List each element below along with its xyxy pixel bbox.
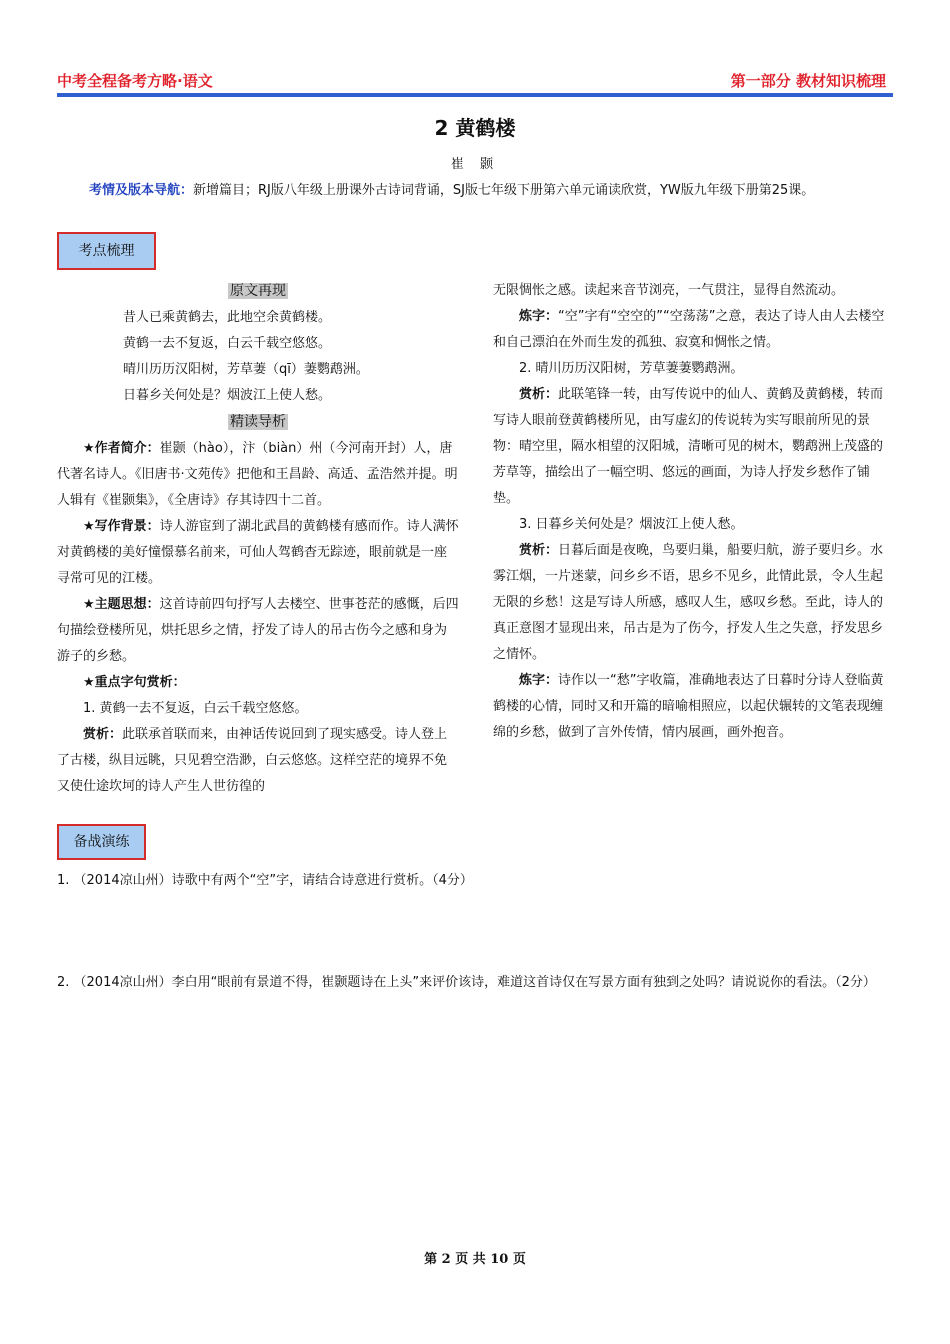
key-item-1: 1. 黄鹤一去不复返，白云千载空悠悠。 [83, 701, 308, 716]
appreciation-label: 赏析： [519, 387, 559, 402]
appreciation-text: 此联承首联而来，由神话传说回到了现实感受。诗人登上了古楼，纵目远眺，只见碧空浩渺，白云悠悠。这样空茫的境界不免又使仕途坎坷的诗人产生人世彷徨的 [57, 727, 448, 794]
page-title: 2 黄鹤楼 [434, 116, 516, 140]
appreciation-1-cont: 无限惆怅之感。读起来音节浏亮，一气贯注，显得自然流动。 [493, 283, 845, 298]
lianzi-label: 炼字： [519, 673, 559, 688]
appreciation-2 [493, 382, 893, 512]
appreciation-label: 赏析： [519, 543, 559, 558]
key-sentences-label: ★重点字句赏析： [83, 675, 186, 690]
writing-background [57, 514, 459, 592]
left-column [57, 278, 459, 800]
appreciation-1 [57, 722, 459, 800]
version-navigation [57, 178, 893, 204]
question-1: 1. （2014凉山州）诗歌中有两个“空”字，请结合诗意进行赏析。（4分） [57, 873, 473, 888]
poem-author: 崔 颢 [450, 157, 500, 172]
key-item-3: 3. 日暮乡关何处是？烟波江上使人愁。 [519, 517, 744, 532]
poem-line: 昔人已乘黄鹤去，此地空余黄鹤楼。 [123, 310, 332, 325]
author-intro-label: ★作者简介： [83, 441, 160, 456]
lianzi-2 [493, 668, 893, 746]
header-rule [57, 93, 893, 97]
guide-tag: 精读导析 [230, 414, 286, 430]
appreciation-label: 赏析： [83, 727, 123, 742]
lianzi-text: “空”字有“空空的”“空荡荡”之意，表达了诗人由人去楼空和自己漂泊在外而生发的孤独、寂寞和惆怅之情。 [493, 309, 885, 350]
lianzi-text: 诗作以一“愁”字收篇，准确地表达了日暮时分诗人登临黄鹤楼的心情，同时又和开篇的暗喻相照应，以起伏辗转的文笔表现缠绵的乡愁，做到了言外传情，情内展画，画外抱音。 [493, 673, 884, 740]
key-item-2: 2. 晴川历历汉阳树，芳草萋萋鹦鹉洲。 [519, 361, 744, 376]
appreciation-text: 此联笔锋一转，由写传说中的仙人、黄鹤及黄鹤楼，转而写诗人眼前登黄鹤楼所见，由写虚幻的传说转为实写眼前所见的景物：晴空里，隔水相望的汉阳城，清晰可见的树木，鹦鹉洲上茂盛的芳草等，描绘出了一幅空明、悠远的画面，为诗人抒发乡愁作了铺垫。 [493, 387, 884, 506]
poem-line: 黄鹤一去不复返，白云千载空悠悠。 [123, 336, 332, 351]
author-intro [57, 436, 459, 514]
nav-text: 新增篇目；RJ版八年级上册课外古诗词背诵，SJ版七年级下册第六单元诵读欣赏，YW版九年级下册第25课。 [193, 183, 815, 198]
header-section-title: 第一部分 教材知识梳理 [730, 72, 886, 90]
appreciation-3 [493, 538, 893, 668]
right-column [493, 278, 893, 746]
lianzi-label: 炼字： [519, 309, 559, 324]
lianzi-1 [493, 304, 893, 356]
question-2: 2. （2014凉山州）李白用“眼前有景道不得，崔颢题诗在上头”来评价该诗，难道这首诗仅在写景方面有独到之处吗？请说说你的看法。（2分） [57, 975, 876, 990]
poem-line: 晴川历历汉阳树，芳草萋（qī）萋鹦鹉洲。 [123, 362, 369, 377]
background-label: ★写作背景： [83, 519, 160, 534]
nav-label: 考情及版本导航： [89, 183, 194, 198]
section-beizhan-button: 备战演练 [57, 824, 146, 860]
theme-idea [57, 592, 459, 670]
background-text: 诗人游宦到了湖北武昌的黄鹤楼有感而作。诗人满怀对黄鹤楼的美好憧憬慕名前来，可仙人驾鹤杳无踪迹，眼前就是一座寻常可见的江楼。 [57, 519, 459, 586]
theme-label: ★主题思想： [83, 597, 160, 612]
header-book-title: 中考全程备考方略·语文 [57, 72, 213, 90]
appreciation-text: 日暮后面是夜晚，鸟要归巢，船要归航，游子要归乡。水雾江烟，一片迷蒙，问乡乡不语，思乡不见乡，此情此景，令人生起无限的乡愁！这是写诗人所感，感叹人生，感叹乡愁。至此，诗人的真正意图才显现出来，吊古是为了伤今，抒发人生之失意，抒发思乡之情怀。 [493, 543, 884, 662]
author-intro-text: 崔颢（hào），汴（biàn）州（今河南开封）人，唐代著名诗人。《旧唐书·文苑传》把他和王昌龄、高适、孟浩然并提。明人辑有《崔颢集》，《全唐诗》存其诗四十二首。 [57, 441, 458, 508]
section-kaodian-button: 考点梳理 [57, 232, 156, 270]
theme-text: 这首诗前四句抒写人去楼空、世事苍茫的感慨，后四句描绘登楼所见，烘托思乡之情，抒发了诗人的吊古伤今之感和身为游子的乡愁。 [57, 597, 459, 664]
original-text-tag: 原文再现 [230, 283, 286, 299]
poem-line: 日暮乡关何处是？烟波江上使人愁。 [123, 388, 332, 403]
page-footer: 第 2 页 共 10 页 [424, 1252, 526, 1267]
